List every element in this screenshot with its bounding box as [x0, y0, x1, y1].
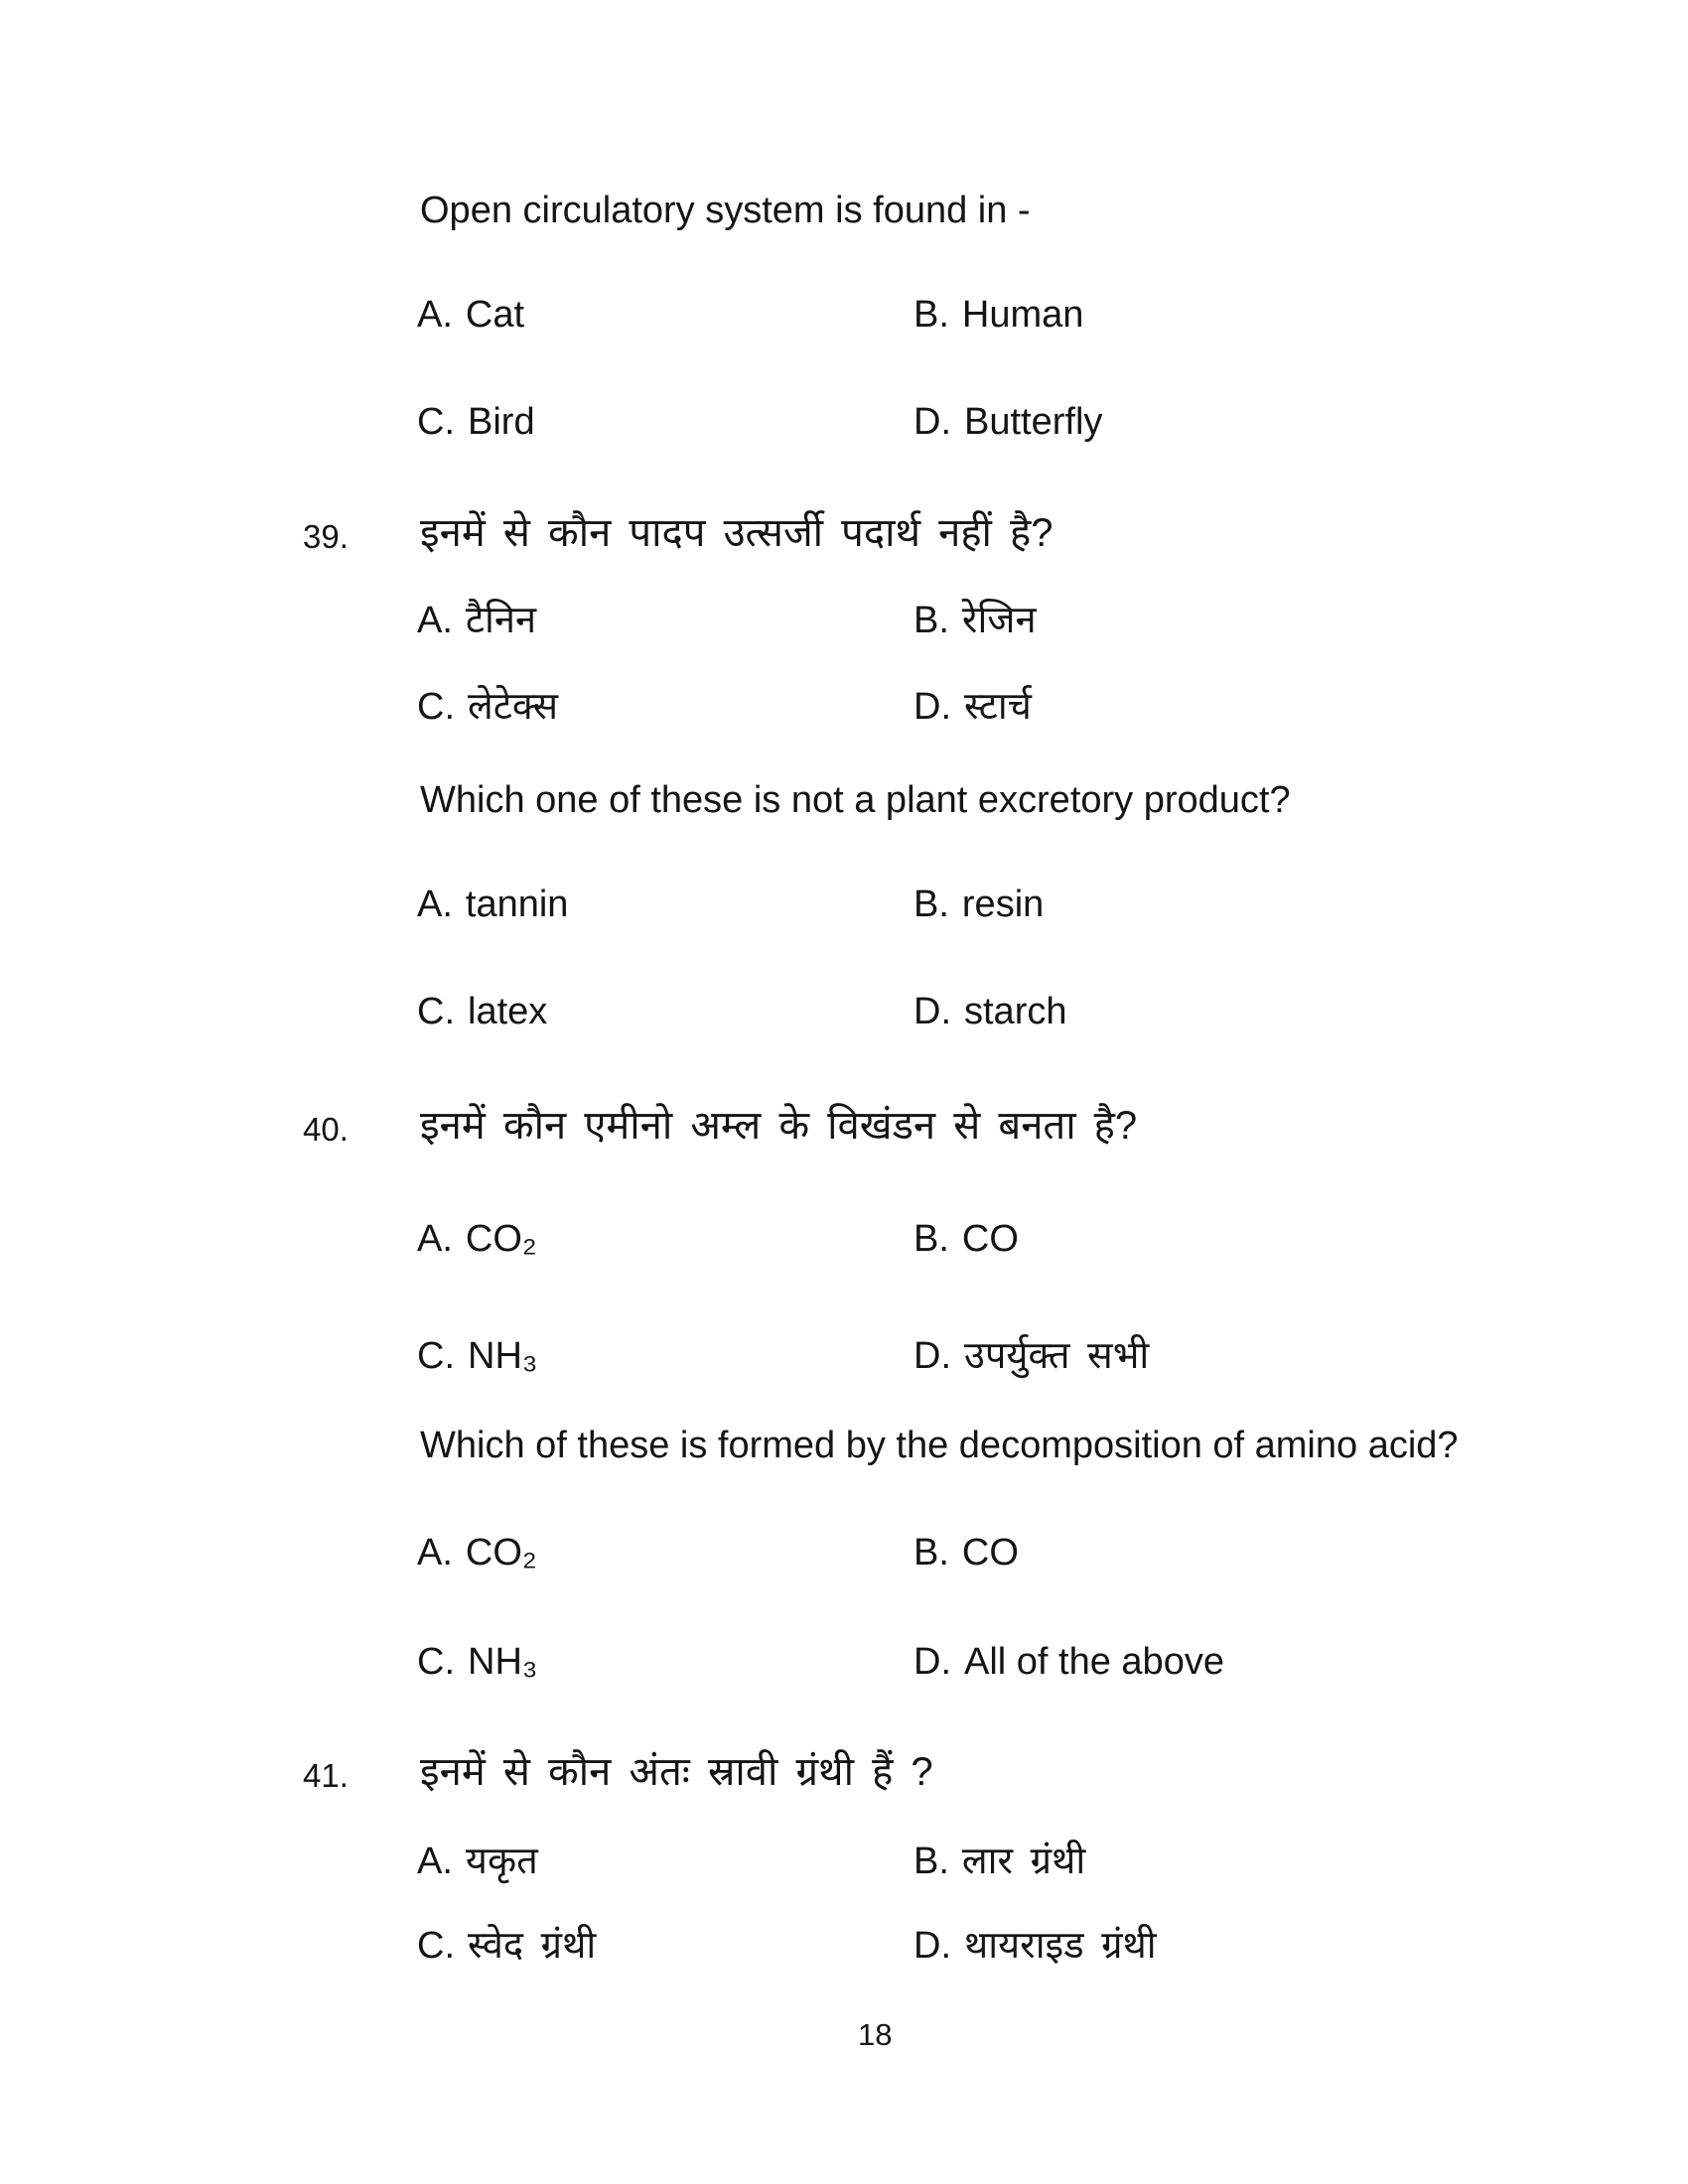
option-a: [417, 597, 536, 644]
option-label: A.: [417, 1841, 453, 1882]
option-label: B.: [914, 1532, 949, 1573]
option-b: [914, 291, 1083, 339]
options-row: [0, 1838, 1688, 1893]
question-row: [0, 1748, 1688, 1804]
option-c: [417, 1332, 537, 1380]
option-d: [914, 1922, 1157, 1970]
option-label: B.: [914, 600, 949, 641]
option-label: B.: [914, 1218, 949, 1260]
question-number: 39.: [303, 518, 349, 555]
option-label: A.: [417, 884, 453, 925]
option-label: C.: [417, 1925, 455, 1967]
option-a: [417, 291, 524, 339]
options-row: [0, 1215, 1688, 1271]
options-row: [0, 988, 1688, 1043]
option-text: starch: [964, 991, 1067, 1032]
question-row: [0, 187, 1688, 242]
option-text: CO: [961, 1532, 1019, 1573]
question-row: [0, 1102, 1688, 1158]
options-row: [0, 683, 1688, 739]
option-label: A.: [417, 294, 453, 336]
option-c: [417, 683, 558, 731]
option-a: [417, 1215, 537, 1263]
options-row: [0, 1638, 1688, 1694]
option-b: [914, 597, 1037, 644]
option-text: उपर्युक्त सभी: [964, 1335, 1150, 1377]
option-d: [914, 398, 1102, 446]
option-text: All of the above: [964, 1641, 1224, 1683]
option-text: Bird: [468, 401, 535, 443]
option-b: [914, 881, 1044, 928]
option-text: रेजिन: [961, 600, 1037, 641]
option-text: Butterfly: [964, 401, 1103, 443]
option-text: Cat: [465, 294, 525, 336]
option-label: A.: [417, 600, 453, 641]
option-label: C.: [417, 1641, 455, 1683]
option-text: NH₃: [468, 1641, 538, 1683]
question-text: इनमें से कौन अंतः स्रावी ग्रंथी हैं ?: [420, 1750, 933, 1794]
question-row: [0, 509, 1688, 565]
option-label: B.: [914, 294, 949, 336]
options-row: [0, 291, 1688, 346]
options-row: [0, 1922, 1688, 1978]
question-text: Which of these is formed by the decomposition of amino acid?: [420, 1425, 1459, 1466]
option-label: A.: [417, 1218, 453, 1260]
question-text: Open circulatory system is found in -: [420, 190, 1031, 231]
question-text: इनमें कौन एमीनो अम्ल के विखंडन से बनता है?: [420, 1104, 1138, 1148]
option-d: [914, 1638, 1224, 1686]
option-text: latex: [468, 991, 548, 1032]
option-c: [417, 988, 547, 1035]
option-text: tannin: [465, 884, 569, 925]
question-number: 41.: [303, 1757, 349, 1794]
option-label: C.: [417, 686, 455, 728]
option-text: टैनिन: [465, 600, 537, 641]
question-text: Which one of these is not a plant excretory product?: [420, 779, 1291, 821]
option-text: CO₂: [465, 1532, 537, 1573]
option-label: A.: [417, 1532, 453, 1573]
option-label: C.: [417, 401, 455, 443]
question-text: इनमें से कौन पादप उत्सर्जी पदार्थ नहीं है?: [420, 511, 1054, 555]
option-text: स्वेद ग्रंथी: [468, 1925, 597, 1967]
options-row: [0, 1529, 1688, 1584]
option-text: CO₂: [465, 1218, 537, 1260]
option-a: [417, 1838, 538, 1885]
option-text: resin: [961, 884, 1045, 925]
option-text: लार ग्रंथी: [961, 1841, 1086, 1882]
option-label: D.: [914, 1925, 951, 1967]
option-text: थायराइड ग्रंथी: [964, 1925, 1157, 1967]
option-d: [914, 683, 1032, 731]
option-label: C.: [417, 1335, 455, 1377]
option-label: B.: [914, 1841, 949, 1882]
option-c: [417, 398, 535, 446]
option-text: यकृत: [465, 1841, 538, 1882]
option-text: लेटेक्स: [468, 686, 559, 728]
option-text: Human: [961, 294, 1084, 336]
option-c: [417, 1922, 596, 1970]
page-number: 18: [858, 2017, 893, 2052]
option-label: C.: [417, 991, 455, 1032]
option-label: D.: [914, 1641, 951, 1683]
question-row: [0, 1422, 1688, 1477]
options-row: [0, 398, 1688, 454]
options-row: [0, 597, 1688, 652]
options-row: [0, 881, 1688, 936]
option-b: [914, 1215, 1019, 1263]
question-row: [0, 776, 1688, 832]
option-d: [914, 1332, 1149, 1380]
option-text: CO: [961, 1218, 1019, 1260]
option-label: B.: [914, 884, 949, 925]
option-d: [914, 988, 1066, 1035]
option-text: NH₃: [468, 1335, 538, 1377]
option-text: स्टार्च: [964, 686, 1032, 728]
option-a: [417, 1529, 537, 1576]
option-label: D.: [914, 1335, 951, 1377]
question-number: 40.: [303, 1111, 349, 1148]
option-label: D.: [914, 686, 951, 728]
option-c: [417, 1638, 537, 1686]
option-label: D.: [914, 401, 951, 443]
options-row: [0, 1332, 1688, 1388]
option-label: D.: [914, 991, 951, 1032]
option-b: [914, 1838, 1085, 1885]
option-a: [417, 881, 568, 928]
option-b: [914, 1529, 1019, 1576]
